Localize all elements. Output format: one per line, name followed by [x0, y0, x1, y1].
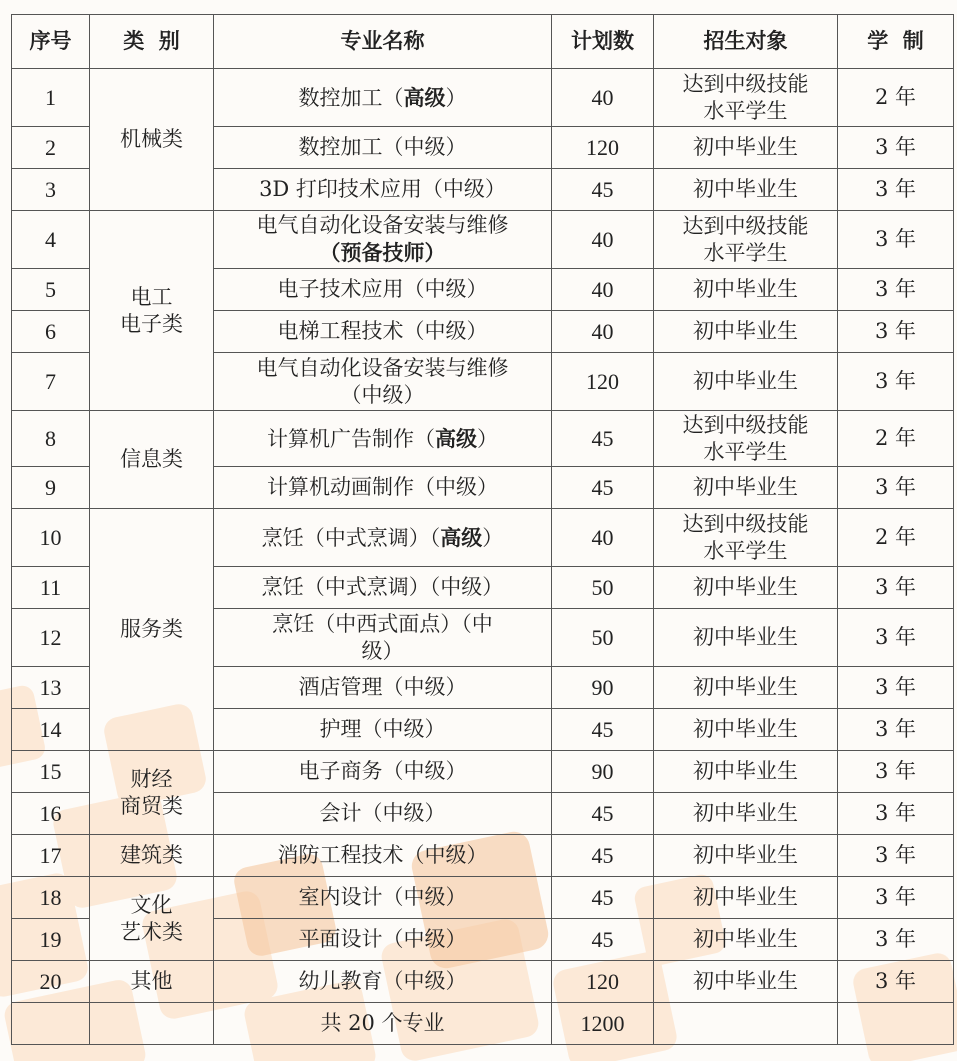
table-row: [12, 961, 954, 1003]
row-no: 5: [12, 269, 90, 311]
duration: 3 年: [838, 467, 954, 509]
target: 初中毕业生: [654, 877, 838, 919]
table-row: [12, 751, 954, 793]
target: 初中毕业生: [654, 793, 838, 835]
major-level: 高级: [403, 84, 446, 110]
category-cell: [90, 211, 214, 411]
total-row: [12, 1003, 954, 1045]
category-label: 商贸类: [120, 793, 183, 818]
plan-count: 45: [552, 919, 654, 961]
major-cell: [214, 353, 552, 411]
header-no: 序号: [12, 15, 90, 69]
plan-count: 40: [552, 269, 654, 311]
major-level: 高级: [440, 524, 483, 550]
major-cell: [214, 211, 552, 269]
enrollment-table: [11, 14, 954, 1045]
major-end: ）: [482, 525, 504, 550]
plan-count: 45: [552, 835, 654, 877]
major-end: ）: [477, 426, 498, 451]
empty-cell: [654, 1003, 838, 1045]
category-cell: [90, 961, 214, 1003]
major-level: 级）: [361, 638, 404, 663]
target-line: 达到中级技能: [682, 213, 809, 238]
duration: 3 年: [838, 751, 954, 793]
plan-count: 45: [552, 169, 654, 211]
duration: 3 年: [838, 269, 954, 311]
major-level: 高级: [435, 425, 477, 451]
plan-count: 90: [552, 751, 654, 793]
category-label: 机械类: [120, 127, 183, 151]
header-category: 类 别: [90, 15, 214, 69]
category-cell: [90, 877, 214, 961]
category-label: 服务类: [120, 617, 183, 641]
plan-count: 40: [552, 211, 654, 269]
category-cell: [90, 835, 214, 877]
row-no: 9: [12, 467, 90, 509]
empty-cell: [12, 1003, 90, 1045]
major-name: 烹饪（中式烹调）（: [261, 525, 441, 550]
target: 初中毕业生: [654, 835, 838, 877]
header-major: 专业名称: [214, 15, 552, 69]
target-cell: [654, 69, 838, 127]
table-row: [12, 69, 954, 127]
row-no: 20: [12, 961, 90, 1003]
category-cell: [90, 411, 214, 509]
major-cell: [214, 69, 552, 127]
plan-count: 40: [552, 311, 654, 353]
duration: 3 年: [838, 169, 954, 211]
major-name: 烹饪（中西式面点）（中: [272, 611, 493, 636]
target-line: 水平学生: [703, 538, 788, 563]
category-label: 电子类: [120, 311, 183, 336]
plan-count: 50: [552, 609, 654, 667]
row-no: 6: [12, 311, 90, 353]
major-name: 电子商务（中级）: [214, 751, 552, 793]
target-cell: [654, 509, 838, 567]
major-name: 烹饪（中式烹调）（中级）: [214, 567, 552, 609]
target-line: 水平学生: [703, 439, 788, 464]
category-label: 信息类: [120, 447, 183, 471]
header-years: 学 制: [838, 15, 954, 69]
category-label: 其他: [130, 969, 173, 993]
row-no: 12: [12, 609, 90, 667]
row-no: 8: [12, 411, 90, 467]
target-line: 水平学生: [703, 98, 788, 123]
row-no: 2: [12, 127, 90, 169]
row-no: 3: [12, 169, 90, 211]
major-name: 电子技术应用（中级）: [214, 269, 552, 311]
duration: 3 年: [838, 877, 954, 919]
header-plan: 计划数: [552, 15, 654, 69]
duration: 3 年: [838, 961, 954, 1003]
target-line: 水平学生: [703, 240, 788, 265]
target-line: 达到中级技能: [682, 412, 809, 437]
target: 初中毕业生: [654, 751, 838, 793]
major-name: 护理（中级）: [214, 709, 552, 751]
empty-cell: [838, 1003, 954, 1045]
major-name: 会计（中级）: [214, 793, 552, 835]
duration: 3 年: [838, 667, 954, 709]
category-cell: [90, 751, 214, 835]
target: 初中毕业生: [654, 667, 838, 709]
plan-count: 50: [552, 567, 654, 609]
target: 初中毕业生: [654, 311, 838, 353]
duration: 2 年: [838, 411, 954, 467]
target: 初中毕业生: [654, 353, 838, 411]
plan-count: 45: [552, 793, 654, 835]
category-cell: [90, 69, 214, 211]
category-label: 建筑类: [120, 843, 183, 867]
target: 初中毕业生: [654, 961, 838, 1003]
table-header-row: [12, 15, 954, 69]
major-end: ）: [445, 85, 467, 110]
duration: 3 年: [838, 353, 954, 411]
plan-count: 45: [552, 411, 654, 467]
plan-count: 120: [552, 353, 654, 411]
table-row: [12, 211, 954, 269]
plan-count: 120: [552, 127, 654, 169]
duration: 3 年: [838, 919, 954, 961]
category-label: 文化: [130, 892, 173, 917]
major-name: 计算机广告制作（: [267, 426, 435, 451]
duration: 3 年: [838, 211, 954, 269]
duration: 3 年: [838, 609, 954, 667]
row-no: 19: [12, 919, 90, 961]
table-row: [12, 877, 954, 919]
major-cell: [214, 411, 552, 467]
plan-count: 120: [552, 961, 654, 1003]
major-name: 幼儿教育（中级）: [214, 961, 552, 1003]
major-name: 电气自动化设备安装与维修: [256, 213, 509, 237]
duration: 3 年: [838, 793, 954, 835]
row-no: 1: [12, 69, 90, 127]
duration: 2 年: [838, 69, 954, 127]
table-row: [12, 509, 954, 567]
row-no: 11: [12, 567, 90, 609]
target: 初中毕业生: [654, 609, 838, 667]
category-label: 艺术类: [120, 919, 183, 944]
major-name: 酒店管理（中级）: [214, 667, 552, 709]
plan-count: 45: [552, 709, 654, 751]
duration: 3 年: [838, 311, 954, 353]
row-no: 4: [12, 211, 90, 269]
header-target: 招生对象: [654, 15, 838, 69]
row-no: 15: [12, 751, 90, 793]
major-name: 平面设计（中级）: [214, 919, 552, 961]
target-cell: [654, 411, 838, 467]
major-name: 电气自动化设备安装与维修: [256, 355, 509, 380]
target: 初中毕业生: [654, 919, 838, 961]
target: 初中毕业生: [654, 169, 838, 211]
total-label: 共 20 个专业: [214, 1003, 552, 1045]
plan-count: 90: [552, 667, 654, 709]
table-row: [12, 835, 954, 877]
major-cell: [214, 609, 552, 667]
target-line: 达到中级技能: [682, 511, 809, 536]
plan-count: 45: [552, 467, 654, 509]
target: 初中毕业生: [654, 567, 838, 609]
row-no: 16: [12, 793, 90, 835]
major-name: 电梯工程技术（中级）: [214, 311, 552, 353]
major-name: 室内设计（中级）: [214, 877, 552, 919]
row-no: 10: [12, 509, 90, 567]
target-cell: [654, 211, 838, 269]
target: 初中毕业生: [654, 709, 838, 751]
major-cell: [214, 509, 552, 567]
duration: 3 年: [838, 709, 954, 751]
row-no: 13: [12, 667, 90, 709]
target: 初中毕业生: [654, 269, 838, 311]
target: 初中毕业生: [654, 467, 838, 509]
category-label: 财经: [130, 766, 173, 791]
major-name: 3D 打印技术应用（中级）: [214, 169, 552, 211]
major-level: （中级）: [340, 382, 425, 407]
major-name: 数控加工（: [298, 85, 404, 110]
plan-count: 45: [552, 877, 654, 919]
major-name: 消防工程技术（中级）: [214, 835, 552, 877]
major-name: 数控加工（中级）: [214, 127, 552, 169]
major-level: （预备技师）: [319, 240, 446, 265]
row-no: 18: [12, 877, 90, 919]
table-row: [12, 411, 954, 467]
major-name: 计算机动画制作（中级）: [214, 467, 552, 509]
duration: 3 年: [838, 127, 954, 169]
category-cell: [90, 509, 214, 751]
target: 初中毕业生: [654, 127, 838, 169]
plan-count: 40: [552, 509, 654, 567]
duration: 2 年: [838, 509, 954, 567]
row-no: 14: [12, 709, 90, 751]
target-line: 达到中级技能: [682, 71, 809, 96]
plan-count: 40: [552, 69, 654, 127]
total-plan: 1200: [552, 1003, 654, 1045]
row-no: 17: [12, 835, 90, 877]
duration: 3 年: [838, 835, 954, 877]
category-label: 电工: [130, 284, 173, 309]
empty-cell: [90, 1003, 214, 1045]
row-no: 7: [12, 353, 90, 411]
duration: 3 年: [838, 567, 954, 609]
